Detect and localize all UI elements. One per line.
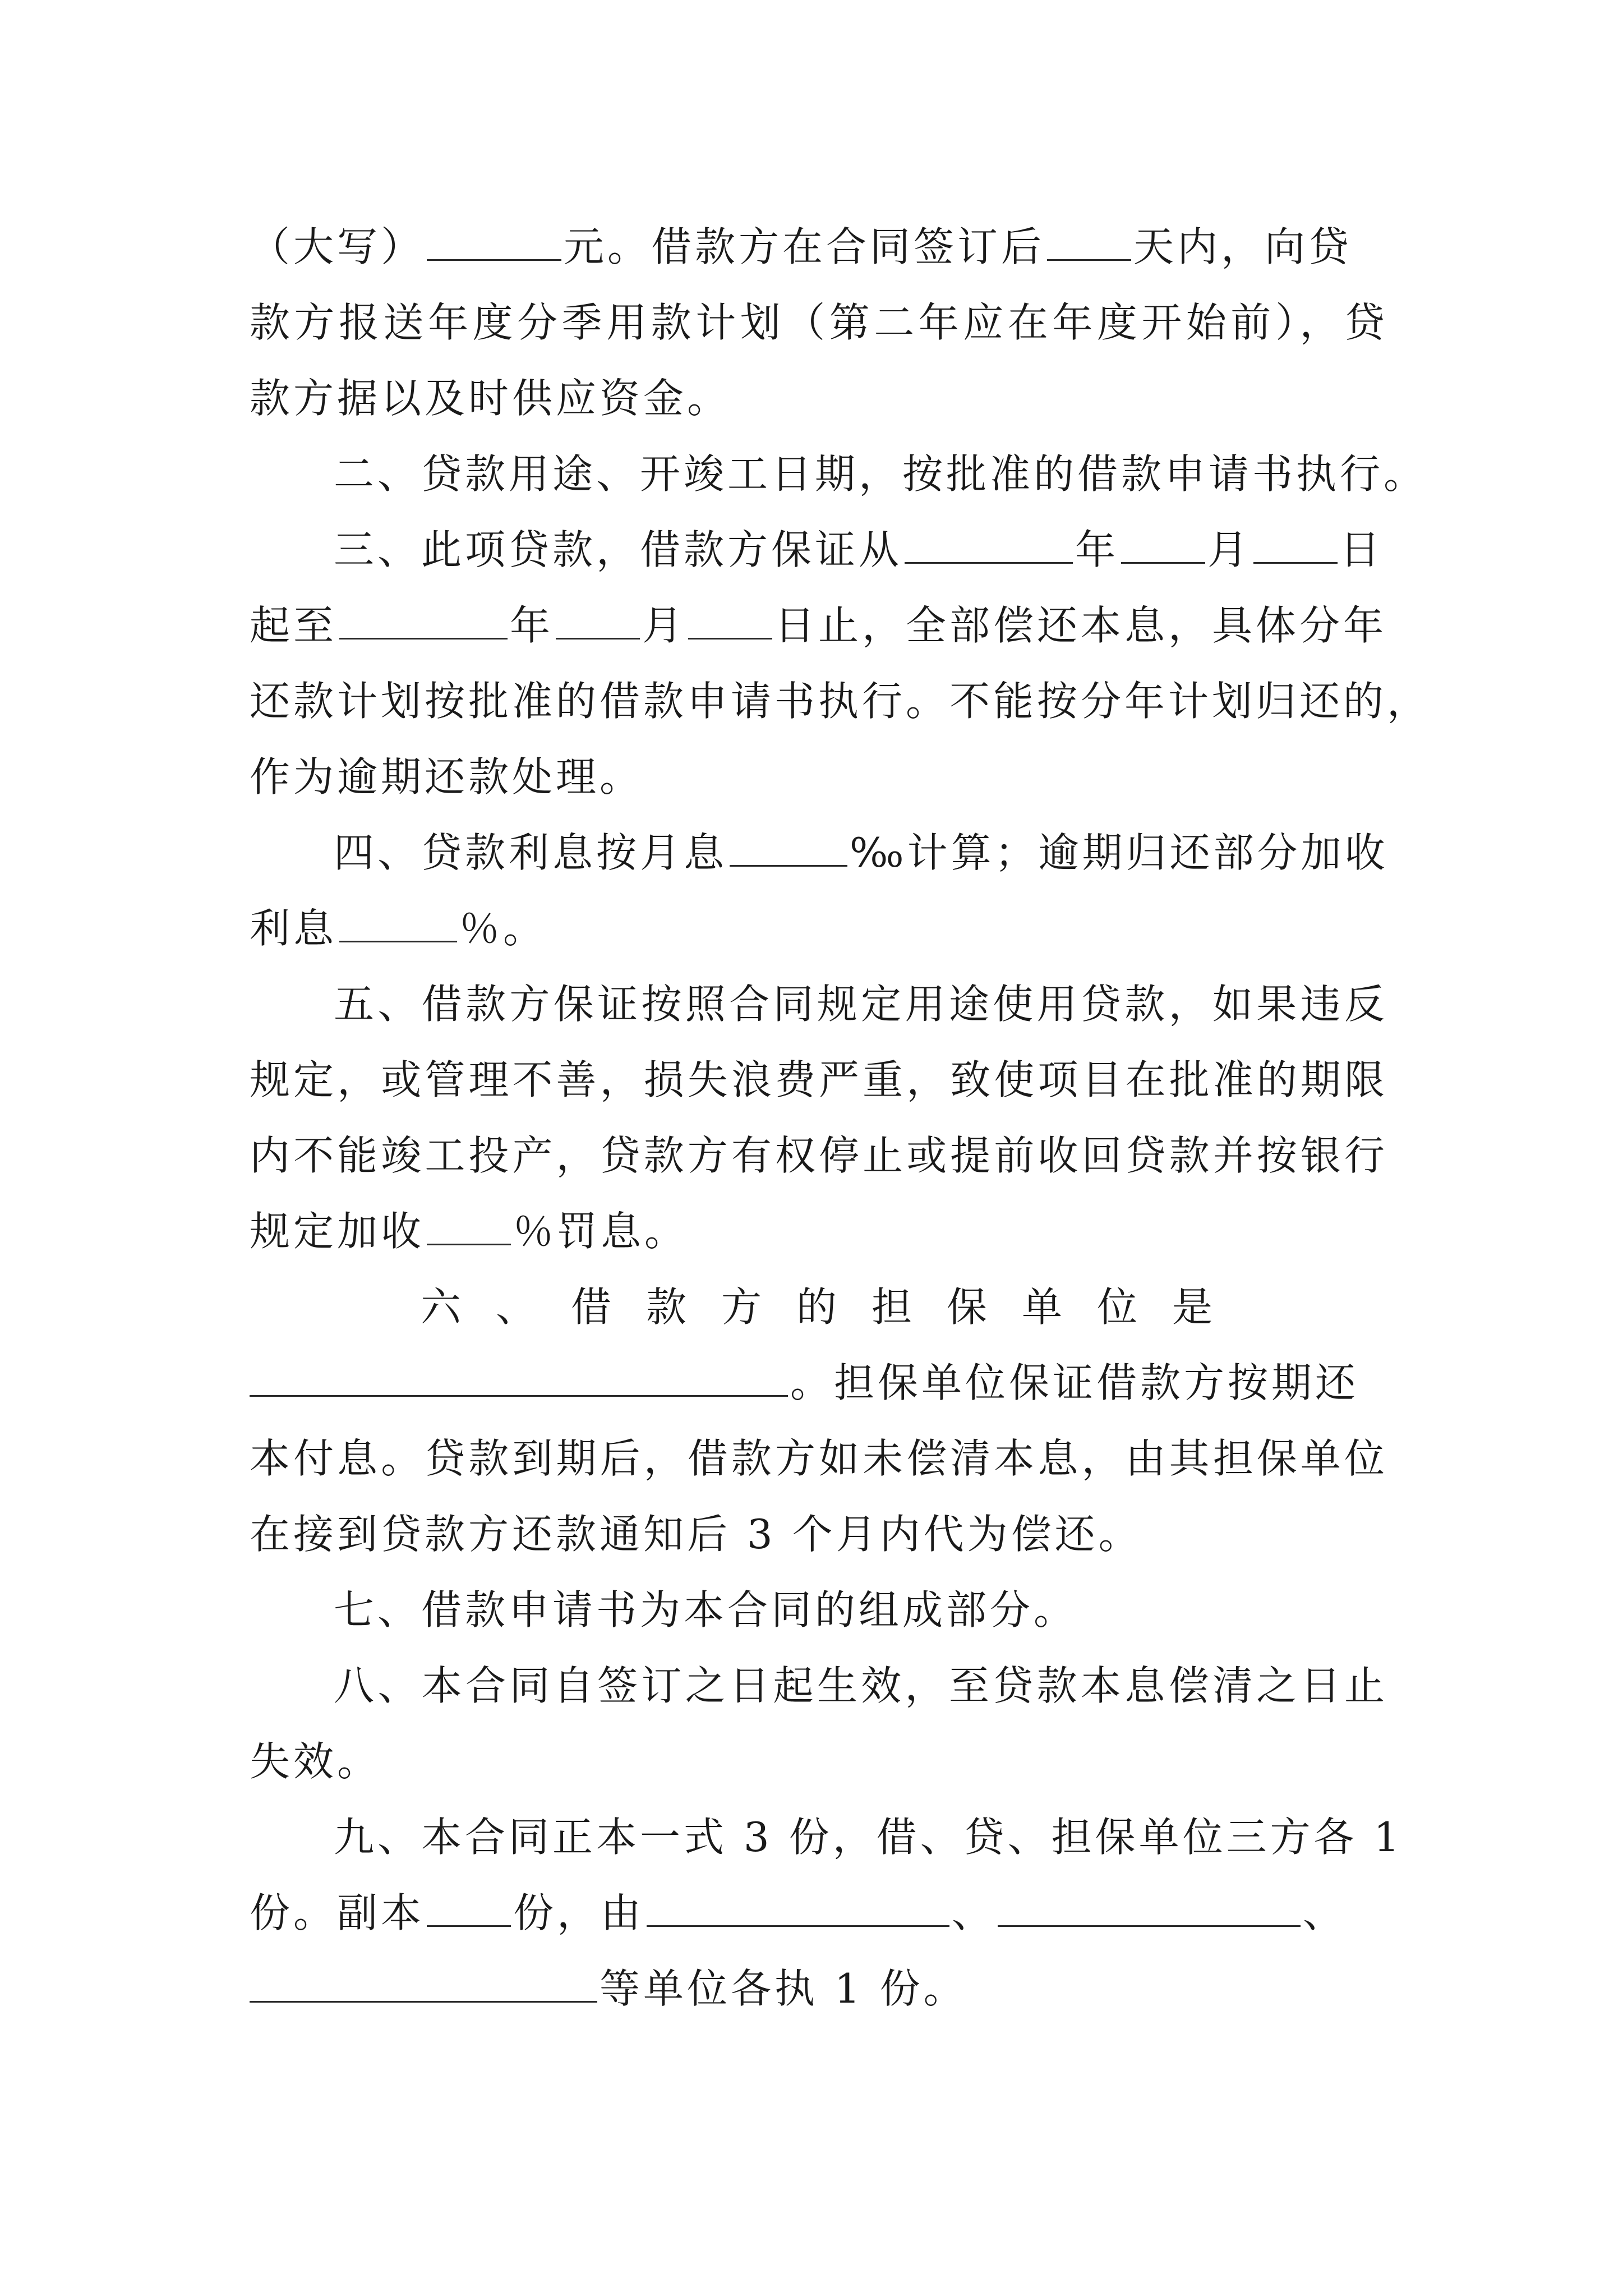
text-fragment: ％罚息。: [513, 1208, 689, 1255]
text-fragment: 日: [1340, 526, 1384, 573]
text-fragment: 失效。: [250, 1738, 381, 1785]
text-line: [250, 1128, 1388, 1184]
text-line: [250, 1506, 1388, 1562]
text-fragment: ‰计算；逾期归还部分加收: [850, 829, 1389, 876]
text-fragment: 日止，全部偿还本息，具体分年: [774, 602, 1387, 649]
text-fragment: 年: [510, 602, 554, 649]
text-fragment: 六、借款方的担保单位是: [421, 1283, 1248, 1331]
text-fragment: 规定加收: [250, 1208, 425, 1255]
text-fragment: 内不能竣工投产，贷款方有权停止或提前收回贷款并按银行: [250, 1132, 1388, 1179]
text-fragment: 份。副本: [250, 1889, 425, 1936]
text-fragment: 年: [1075, 526, 1119, 573]
fill-blank[interactable]: [339, 906, 457, 942]
text-line: [250, 597, 1388, 654]
text-line: [250, 219, 1388, 275]
text-fragment: 元。借款方在合同签订后: [564, 223, 1045, 270]
fill-blank[interactable]: [556, 603, 640, 639]
fill-blank[interactable]: [998, 1890, 1301, 1927]
text-line: [250, 1961, 1388, 2017]
text-fragment: ％。: [459, 905, 547, 952]
fill-blank[interactable]: [427, 1209, 511, 1245]
text-fragment: 还款计划按批准的借款申请书执行。不能按分年计划归还的，: [250, 678, 1431, 725]
text-line: [250, 1203, 1388, 1259]
text-fragment: 款方报送年度分季用款计划（第二年应在年度开始前），贷: [250, 299, 1388, 346]
text-fragment: 七、借款申请书为本合同的组成部分。: [334, 1586, 1078, 1634]
fill-blank[interactable]: [1253, 527, 1338, 564]
text-line: [250, 749, 1388, 805]
text-fragment: 份，由: [513, 1889, 645, 1936]
text-fragment: 等单位各执 1 份。: [600, 1965, 967, 2012]
text-fragment: 作为逾期还款处理。: [250, 753, 644, 800]
text-fragment: 二、贷款用途、开竣工日期，按批准的借款申请书执行。: [334, 450, 1428, 498]
text-fragment: 利息: [250, 905, 338, 952]
fill-blank[interactable]: [427, 1890, 511, 1927]
clause-9: [334, 1809, 1403, 1865]
fill-blank[interactable]: [250, 1966, 597, 2003]
clause-2: [334, 446, 1428, 502]
clause-6: [421, 1279, 1388, 1335]
text-fragment: 。担保单位保证借款方按期还: [790, 1359, 1359, 1406]
fill-blank[interactable]: [647, 1890, 949, 1927]
text-fragment: 在接到贷款方还款通知后 3 个月内代为偿还。: [250, 1511, 1142, 1558]
text-fragment: 九、本合同正本一式 3 份，借、贷、担保单位三方各 1: [334, 1814, 1403, 1861]
fill-blank[interactable]: [339, 603, 508, 639]
clause-3: [334, 522, 1388, 578]
text-line: [250, 1885, 1388, 1941]
text-fragment: 本付息。贷款到期后，借款方如未偿清本息，由其担保单位: [250, 1435, 1388, 1482]
clause-7: [334, 1582, 1388, 1638]
text-fragment: 、: [1303, 1889, 1347, 1936]
text-fragment: 月: [1207, 526, 1252, 573]
text-fragment: 四、贷款利息按月息: [334, 829, 728, 876]
text-fragment: 天内，向贷: [1133, 223, 1353, 270]
text-line: [250, 1052, 1388, 1108]
fill-blank[interactable]: [250, 1360, 788, 1397]
fill-blank[interactable]: [688, 603, 772, 639]
fill-blank[interactable]: [1047, 224, 1131, 261]
text-line: [250, 1430, 1388, 1487]
text-fragment: 款方据以及时供应资金。: [250, 375, 731, 422]
text-fragment: 五、借款方保证按照合同规定用途使用贷款，如果违反: [334, 981, 1388, 1028]
fill-blank[interactable]: [730, 830, 847, 867]
text-fragment: 、: [952, 1889, 996, 1936]
text-line: [250, 1355, 1388, 1411]
text-line: [250, 295, 1388, 351]
clause-5: [334, 976, 1388, 1032]
text-line: [250, 1733, 1388, 1789]
text-line: [250, 673, 1431, 729]
text-fragment: 三、此项贷款，借款方保证从: [334, 526, 903, 573]
clause-8: [334, 1658, 1388, 1714]
text-line: [250, 370, 1388, 426]
text-fragment: 规定，或管理不善，损失浪费严重，致使项目在批准的期限: [250, 1056, 1388, 1103]
clause-4: [334, 825, 1388, 881]
fill-blank[interactable]: [1121, 527, 1205, 564]
fill-blank[interactable]: [427, 224, 561, 261]
text-fragment: 起至: [250, 602, 338, 649]
text-fragment: （大写）: [250, 223, 425, 270]
fill-blank[interactable]: [905, 527, 1073, 564]
text-fragment: 月: [642, 602, 686, 649]
text-fragment: 八、本合同自签订之日起生效，至贷款本息偿清之日止: [334, 1662, 1388, 1709]
text-line: [250, 900, 1388, 956]
